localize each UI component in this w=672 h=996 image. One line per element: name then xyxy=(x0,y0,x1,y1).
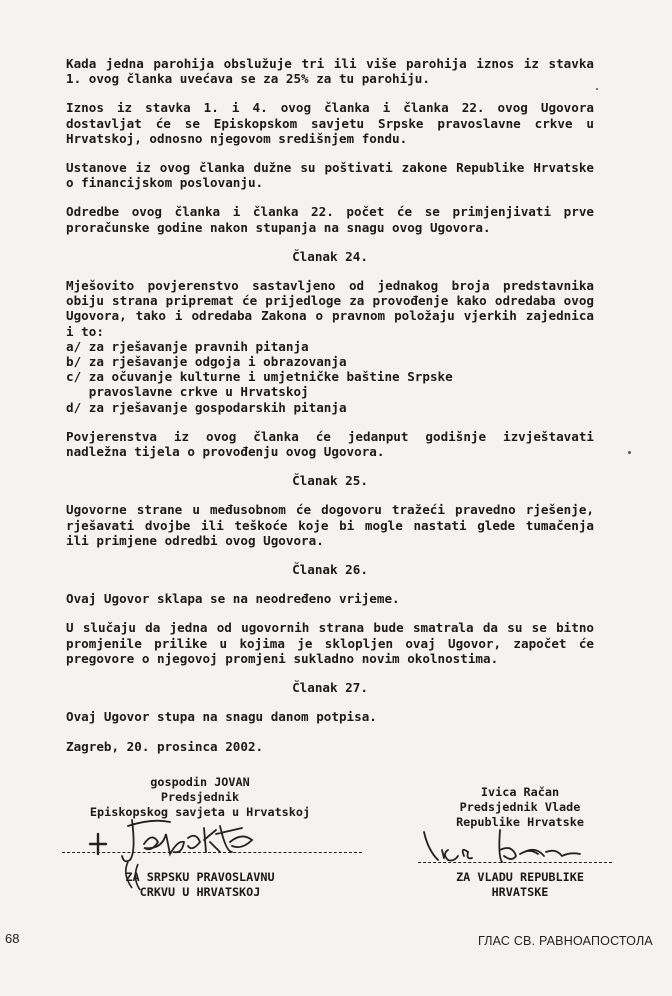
commission-list xyxy=(66,339,594,415)
paragraph-6: Povjerenstva iz ovog članka će jedanput godišnje izvještavati nadležna tijela o provođenju ovog Ugovora. xyxy=(66,428,594,460)
list-item: d/ za rješavanje gospodarskih pitanja xyxy=(66,399,347,415)
party-name: CRKVU U HRVATSKOJ xyxy=(139,885,261,899)
paragraph-4: Odredbe ovog članka i članka 22. počet će se primjenjivati prve proračunske godine nakon stupanja na snagu ovog Ugovora. xyxy=(66,204,594,235)
scan-speck xyxy=(596,88,598,90)
article-27-heading: Članak 27. xyxy=(292,680,368,696)
list-item: b/ za rješavanje odgoja i obrazovanja xyxy=(66,354,347,370)
scan-speck xyxy=(628,451,631,454)
place-date: Zagreb, 20. prosinca 2002. xyxy=(66,738,264,754)
paragraph-8: Ovaj Ugovor sklapa se na neodređeno vrijeme. xyxy=(66,591,400,607)
handwritten-signature-right xyxy=(420,826,600,876)
handwritten-signature-left xyxy=(92,812,292,892)
paragraph-1: Kada jedna parohija obslužuje tri ili više parohija iznos iz stavka 1. ovog članka uvećava se za 25% za tu parohiju. xyxy=(66,56,594,87)
signatory-body: Episkopskog savjeta u Hrvatskoj xyxy=(89,805,311,819)
list-item: c/ za očuvanje kulturne i umjetničke baštine Srpske xyxy=(66,369,453,385)
signatory-name: gospodin JOVAN xyxy=(150,775,250,789)
article-25-heading: Članak 25. xyxy=(292,473,368,489)
signatory-body: Republike Hrvatske xyxy=(456,815,584,829)
paragraph-5: Mješovito povjerenstvo sastavljeno od jednakog broja predstavnika obiju strana pripremat će prijedloge za provođenje kako odredaba ovog Ugovora, tako i odredaba Zakona o pravnom položaju vjerkih zajednica i to: xyxy=(66,278,594,339)
signatory-title: Predsjednik Vlade xyxy=(459,800,581,814)
paragraph-2: Iznos iz stavka 1. i 4. ovog članka i članka 22. ovog Ugovora dostavljat će se Episkopskom savjetu Srpske pravoslavne crkve u Hrvatskoj, odnosno njegovom središnjem fondu. xyxy=(66,100,594,146)
main-text xyxy=(66,56,594,754)
article-24-heading: Članak 24. xyxy=(292,248,368,264)
paragraph-3: Ustanove iz ovog članka dužne su poštivati zakone Republike Hrvatske o financijskom poslovanju. xyxy=(66,160,594,191)
signatory-name: Ivica Račan xyxy=(480,785,560,799)
party-name: ZA SRPSKU PRAVOSLAVNU xyxy=(125,870,275,884)
party-name: HRVATSKE xyxy=(491,885,549,899)
list-item: a/ za rješavanje pravnih pitanja xyxy=(66,338,309,354)
page-number: 68 xyxy=(5,931,20,946)
paragraph-7: Ugovorne strane u međusobnom će dogovoru tražeći pravedno rješenje, rješavati dvojbe ili teškoće koje bi mogle nastati glede tumačenja ili primjene odredbi ovog Ugovora. xyxy=(66,502,594,548)
party-name: ZA VLADU REPUBLIKE xyxy=(456,870,584,884)
publication-name: ГЛАС СВ. РАВНОАПОСТОЛА xyxy=(478,934,653,948)
paragraph-10: Ovaj Ugovor stupa na snagu danom potpisa. xyxy=(66,709,377,725)
paragraph-9: U slučaju da jedna od ugovornih strana bude smatrala da su se bitno promjenile prilike u kojima je sklopljen ovaj Ugovor, započet će pregovore o njegovoj promjeni sukladno novim okolnostima. xyxy=(66,620,594,666)
article-26-heading: Članak 26. xyxy=(292,562,368,578)
signatory-title: Predsjednik xyxy=(160,790,240,804)
list-item: pravoslavne crkve u Hrvatskoj xyxy=(66,384,309,400)
